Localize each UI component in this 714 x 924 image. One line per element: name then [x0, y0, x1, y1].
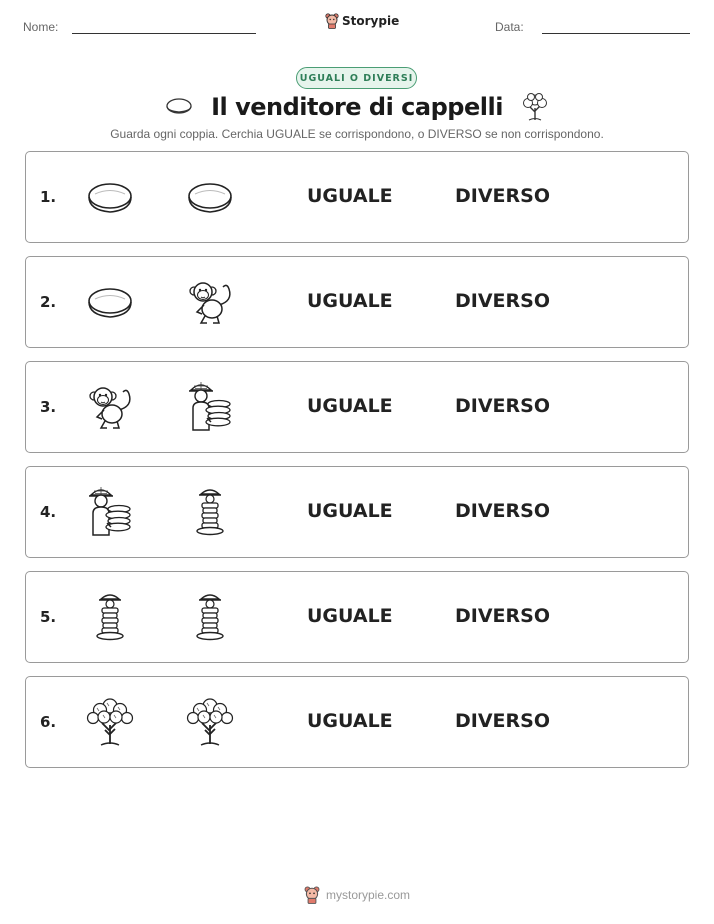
- hat-icon: [83, 275, 137, 329]
- category-badge: UGUALI O DIVERSI: [296, 67, 417, 89]
- footer: [0, 886, 714, 904]
- footer-link[interactable]: mystorypie.com: [325, 888, 411, 902]
- question-number: 6.: [40, 713, 57, 731]
- different-option[interactable]: DIVERSO: [455, 605, 550, 627]
- question-row-5: [25, 571, 689, 663]
- same-option[interactable]: UGUALE: [307, 500, 393, 522]
- name-label: Nome:: [23, 20, 59, 34]
- different-option[interactable]: DIVERSO: [455, 290, 550, 312]
- tree-icon: [83, 695, 137, 749]
- hat-icon: [183, 170, 237, 224]
- hat-icon: [83, 170, 137, 224]
- bear-logo-icon: [325, 13, 339, 29]
- brand-name: Storypie: [342, 14, 400, 28]
- same-option[interactable]: UGUALE: [307, 185, 393, 207]
- question-row-1: [25, 151, 689, 243]
- hat-stack-icon: [183, 485, 237, 539]
- question-row-3: [25, 361, 689, 453]
- tree-icon: [521, 92, 549, 122]
- question-number: 1.: [40, 188, 57, 206]
- date-field-line[interactable]: [542, 33, 690, 34]
- title-row: [0, 92, 714, 122]
- date-label: Data:: [495, 20, 524, 34]
- different-option[interactable]: DIVERSO: [455, 500, 550, 522]
- monkey-icon: [183, 275, 237, 329]
- hat-stack-icon: [83, 590, 137, 644]
- page-title: Il venditore di cappelli: [211, 93, 503, 121]
- different-option[interactable]: DIVERSO: [455, 185, 550, 207]
- monkey-icon: [83, 380, 137, 434]
- hat-stack-icon: [183, 590, 237, 644]
- question-row-2: [25, 256, 689, 348]
- tree-icon: [183, 695, 237, 749]
- peddler-icon: [83, 485, 137, 539]
- bear-logo-icon: [304, 886, 320, 904]
- question-number: 5.: [40, 608, 57, 626]
- question-number: 4.: [40, 503, 57, 521]
- same-option[interactable]: UGUALE: [307, 395, 393, 417]
- peddler-icon: [183, 380, 237, 434]
- instructions: Guarda ogni coppia. Cerchia UGUALE se corrispondono, o DIVERSO se non corrispondono.: [110, 127, 604, 141]
- question-row-6: [25, 676, 689, 768]
- name-field-line[interactable]: [72, 33, 256, 34]
- brand-logo: [325, 13, 399, 29]
- same-option[interactable]: UGUALE: [307, 605, 393, 627]
- question-row-4: [25, 466, 689, 558]
- hat-icon: [165, 97, 193, 117]
- question-number: 3.: [40, 398, 57, 416]
- same-option[interactable]: UGUALE: [307, 710, 393, 732]
- question-number: 2.: [40, 293, 57, 311]
- different-option[interactable]: DIVERSO: [455, 710, 550, 732]
- different-option[interactable]: DIVERSO: [455, 395, 550, 417]
- same-option[interactable]: UGUALE: [307, 290, 393, 312]
